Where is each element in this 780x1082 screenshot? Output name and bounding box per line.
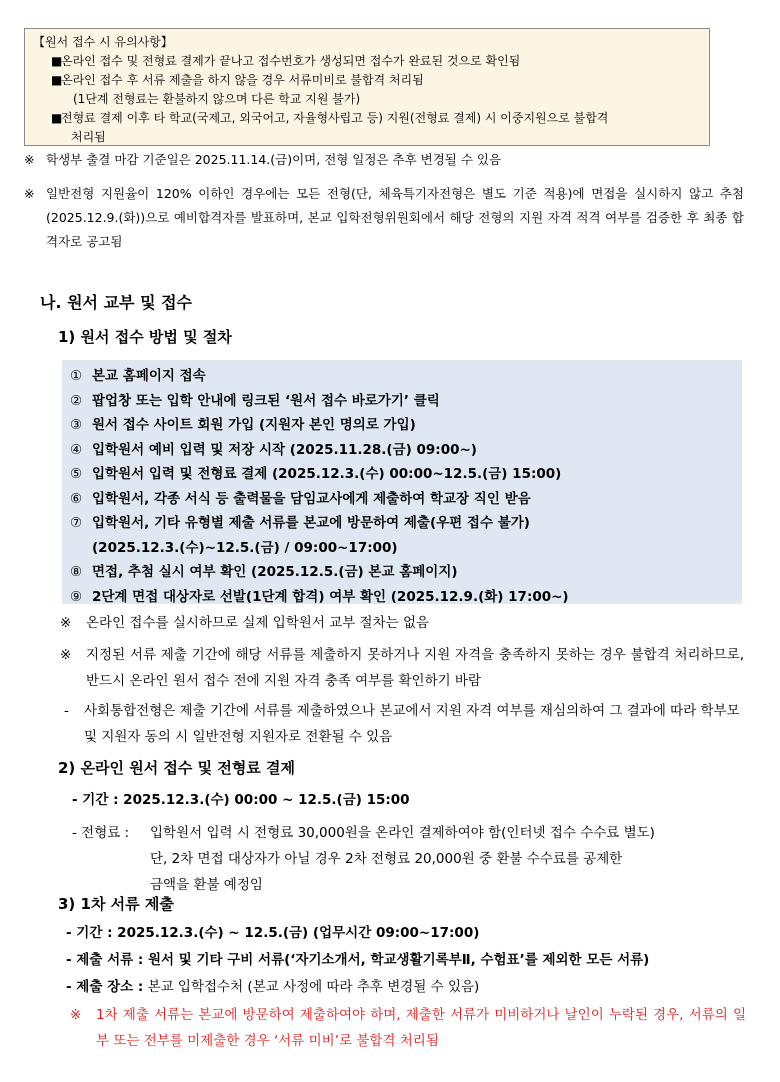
docs-place	[66, 974, 479, 1000]
procedure-steps-box	[62, 360, 742, 604]
section-title: 나. 원서 교부 및 접수	[40, 293, 193, 312]
step-item: ⑦ 입학원서, 기타 유형별 제출 서류를 본교에 방문하여 제출(우편 접수 불가)	[70, 515, 530, 531]
step-item: ⑥ 입학원서, 각종 서식 등 출력물을 담임교사에게 제출하여 학교장 직인 받음	[70, 490, 531, 507]
notice-box	[24, 28, 710, 146]
reference-mark-icon: ※	[60, 615, 72, 631]
notice-item: ■ 온라인 접수 및 전형료 결제가 끝나고 접수번호가 생성되면 접수가 완료된 것으로 확인됨	[51, 52, 701, 71]
reference-mark-icon: ※	[24, 152, 35, 167]
notice-item: ■ 전형료 결제 이후 타 학교(국제고, 외국어고, 자율형사립고 등) 지원(전형료 결제) 시 이중지원으로 불합격	[51, 109, 701, 128]
reference-mark-icon: ※	[60, 647, 72, 663]
online-period: - 기간 : 2025.12.3.(수) 00:00 ~ 12.5.(금) 15:00	[72, 792, 410, 808]
dash-mark: -	[64, 703, 69, 719]
step-item: ① 본교 홈페이지 접속	[70, 368, 206, 384]
fee-label: - 전형료 :	[72, 825, 130, 841]
docs-period: - 기간 : 2025.12.3.(수) ~ 12.5.(금) (업무시간 09:00~17:00)	[66, 925, 480, 941]
fee-line: 금액을 환불 예정임	[150, 877, 263, 893]
notice-item-continuation: 처리됨	[71, 130, 106, 144]
reference-mark-icon: ※	[70, 1007, 82, 1023]
notice-item-continuation: (1단계 전형료는 환불하지 않으며 다른 학교 지원 불가)	[73, 92, 361, 106]
reference-mark-icon: ※	[24, 186, 35, 201]
ref-note-general: ※ 일반전형 지원율이 120% 이하인 경우에는 모든 전형(단, 체육특기자전형은 별도 기준 적용)에 면접을 실시하지 않고 추첨(2025.12.9.(화))으로 예비합격자를 발표하며, 본교 입학전형위원회에서 해당 전형의 지원 자격 적격 여부를 검증한 후 최종 합격자로 공고됨	[24, 182, 744, 254]
fee-line: 입학원서 입력 시 전형료 30,000원을 온라인 결제하여야 함(인터넷 접수 수수료 별도)	[150, 825, 655, 841]
step-item: ③ 원서 접수 사이트 회원 가입 (지원자 본인 명의로 가입)	[70, 417, 416, 433]
bullet-square-icon: ■	[51, 54, 63, 68]
note-online: ※ 온라인 접수를 실시하므로 실제 입학원서 교부 절차는 없음	[60, 610, 744, 636]
docs-warning: ※ 1차 제출 서류는 본교에 방문하여 제출하여야 하며, 제출한 서류가 미비하거나 날인이 누락된 경우, 서류의 일부 또는 전부를 미제출한 경우 ‘서류 미비’로 불합격 처리됨	[70, 1002, 746, 1054]
bullet-square-icon: ■	[51, 73, 63, 87]
step-item: ② 팝업창 또는 입학 안내에 링크된 ‘원서 접수 바로가기’ 클릭	[70, 392, 440, 409]
step-item-continuation: (2025.12.3.(수)~12.5.(금) / 09:00~17:00)	[92, 539, 398, 556]
bullet-square-icon: ■	[51, 111, 63, 125]
subsection-title-online: 2) 온라인 원서 접수 및 전형료 결제	[58, 759, 295, 777]
docs-place-label: - 제출 장소 :	[66, 979, 144, 995]
notice-item: ■ 온라인 접수 후 서류 제출을 하지 않을 경우 서류미비로 불합격 처리됨	[51, 71, 701, 90]
subsection-title-method: 1) 원서 접수 방법 및 절차	[58, 328, 232, 346]
docs-submit: - 제출 서류 : 원서 및 기타 구비 서류(‘자기소개서, 학교생활기록부Ⅱ, 수험표’를 제외한 모든 서류)	[66, 952, 650, 968]
subsection-title-docs: 3) 1차 서류 제출	[58, 895, 174, 913]
note-docs: ※ 지정된 서류 제출 기간에 해당 서류를 제출하지 못하거나 지원 자격을 충족하지 못하는 경우 불합격 처리하므로, 반드시 온라인 원서 접수 전에 지원 자격 충족 여부를 확인하기 바람	[60, 642, 744, 694]
ref-note-deadline: ※ 학생부 출결 마감 기준일은 2025.11.14.(금)이며, 전형 일정은 추후 변경될 수 있음	[24, 148, 744, 172]
fee-line: 단, 2차 면접 대상자가 아닐 경우 2차 전형료 20,000원 중 환불 수수료를 공제한	[150, 851, 623, 867]
notice-title: 【원서 접수 시 유의사항】	[33, 35, 173, 49]
note-social: - 사회통합전형은 제출 기간에 서류를 제출하였으나 본교에서 지원 자격 여부를 재심의하여 그 결과에 따라 학부모 및 지원자 동의 시 일반전형 지원자로 전환될 수 있음	[64, 698, 744, 750]
step-item: ⑨ 2단계 면접 대상자로 선발(1단계 합격) 여부 확인 (2025.12.9.(화) 17:00~)	[70, 588, 569, 605]
step-item: ⑧ 면접, 추첨 실시 여부 확인 (2025.12.5.(금) 본교 홈페이지)	[70, 564, 458, 580]
step-item: ⑤ 입학원서 입력 및 전형료 결제 (2025.12.3.(수) 00:00~12.5.(금) 15:00)	[70, 466, 562, 482]
step-item: ④ 입학원서 예비 입력 및 저장 시작 (2025.11.28.(금) 09:00~)	[70, 441, 477, 458]
docs-place-value: 본교 입학접수처 (본교 사정에 따라 추후 변경될 수 있음)	[147, 979, 480, 995]
